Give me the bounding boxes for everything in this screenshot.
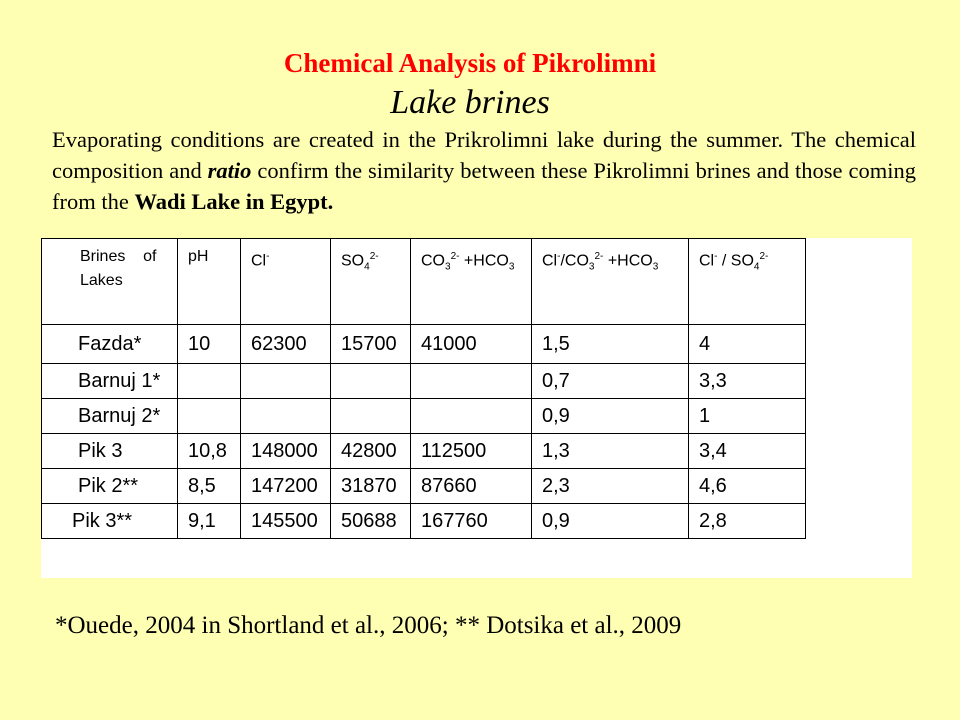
cell-ratio2: 4 — [689, 325, 806, 364]
cell-cl: 145500 — [241, 504, 331, 539]
header-so4 — [331, 239, 411, 325]
header-ratio1-sup: 2- — [594, 251, 604, 262]
header-ratio1-mid: /CO — [560, 252, 589, 270]
header-ratio2-mid: / SO — [717, 252, 754, 270]
cell-ratio1: 1,3 — [532, 434, 689, 469]
header-cl-label: Cl — [251, 252, 267, 270]
header-co3-rest: +HCO — [459, 252, 509, 270]
cell-lake: Barnuj 2* — [42, 399, 178, 434]
cell-co3 — [411, 364, 532, 399]
cell-ratio1: 0,7 — [532, 364, 689, 399]
cell-lake: Barnuj 1* — [42, 364, 178, 399]
header-co3-hco3 — [411, 239, 532, 325]
cell-ratio2: 2,8 — [689, 504, 806, 539]
cell-co3 — [411, 399, 532, 434]
cell-ratio1: 0,9 — [532, 399, 689, 434]
table-row — [42, 434, 806, 469]
header-ratio2-cl-sup: - — [714, 251, 718, 262]
table-row — [42, 504, 806, 539]
cell-ratio1: 0,9 — [532, 504, 689, 539]
paragraph-bold: Wadi Lake in Egypt. — [134, 189, 334, 214]
references-footnote: *Ouede, 2004 in Shortland et al., 2006; ** Dotsika et al., 2009 — [55, 612, 682, 639]
header-ratio2-sub: 4 — [753, 261, 760, 273]
cell-so4: 15700 — [331, 325, 411, 364]
cell-so4 — [331, 399, 411, 434]
cell-ratio2: 1 — [689, 399, 806, 434]
cell-co3: 87660 — [411, 469, 532, 504]
table-row — [42, 364, 806, 399]
header-co3-sub2: 3 — [508, 261, 515, 273]
cell-ratio1: 2,3 — [532, 469, 689, 504]
cell-so4: 50688 — [331, 504, 411, 539]
header-co3-sub: 3 — [445, 261, 451, 273]
cell-ratio2: 3,4 — [689, 434, 806, 469]
cell-cl: 147200 — [241, 469, 331, 504]
cell-lake: Fazda* — [42, 325, 178, 364]
header-lakes — [42, 239, 178, 325]
header-cl-sup: - — [266, 251, 270, 262]
cell-ratio2: 4,6 — [689, 469, 806, 504]
header-so4-label: SO — [341, 252, 365, 270]
cell-co3: 41000 — [411, 325, 532, 364]
slide-subtitle: Lake brines — [390, 84, 550, 121]
paragraph-text-2: confirm the similarity between these Pikrolimni brines and those coming from the — [52, 158, 916, 214]
table-row — [42, 469, 806, 504]
cell-ph: 9,1 — [178, 504, 241, 539]
cell-cl — [241, 364, 331, 399]
cell-lake: Pik 3** — [42, 504, 178, 539]
header-ratio1-cl: Cl — [542, 252, 558, 270]
header-so4-sup: 2- — [369, 251, 379, 262]
table-panel — [41, 238, 912, 578]
cell-cl — [241, 399, 331, 434]
intro-paragraph — [52, 124, 916, 217]
header-ratio1-sub2: 3 — [652, 261, 659, 273]
brine-analysis-table — [41, 238, 806, 539]
cell-so4 — [331, 364, 411, 399]
header-ratio2-sup: 2- — [759, 251, 769, 262]
cell-ratio2: 3,3 — [689, 364, 806, 399]
header-ratio1-rest: +HCO — [603, 252, 653, 270]
table-row — [42, 325, 806, 364]
cell-ph: 10,8 — [178, 434, 241, 469]
header-ph — [178, 239, 241, 325]
table-header-row — [42, 239, 806, 325]
header-ratio1-cl-sup: - — [557, 251, 561, 262]
header-ph-label: pH — [188, 248, 209, 265]
cell-ph — [178, 399, 241, 434]
cell-ph — [178, 364, 241, 399]
header-co3-sup: 2- — [450, 251, 460, 262]
cell-co3: 167760 — [411, 504, 532, 539]
cell-lake: Pik 2** — [42, 469, 178, 504]
cell-ratio1: 1,5 — [532, 325, 689, 364]
header-cl — [241, 239, 331, 325]
header-co3-label: CO — [421, 252, 445, 270]
paragraph-emphasis: ratio — [207, 158, 252, 183]
paragraph-text-1: Evaporating conditions are created in the Prikrolimni lake during the summer. The chemical composition and — [52, 127, 916, 183]
cell-ph: 10 — [178, 325, 241, 364]
header-ratio2-cl: Cl — [699, 252, 715, 270]
header-ratio-cl-co3 — [532, 239, 689, 325]
cell-cl: 62300 — [241, 325, 331, 364]
header-lakes-line1: Brines of — [80, 248, 157, 265]
cell-lake: Pik 3 — [42, 434, 178, 469]
header-lakes-line2: Lakes — [80, 272, 123, 289]
header-ratio1-sub: 3 — [588, 261, 595, 273]
table-row — [42, 399, 806, 434]
header-ratio-cl-so4 — [689, 239, 806, 325]
cell-ph: 8,5 — [178, 469, 241, 504]
slide-title: Chemical Analysis of Pikrolimni — [283, 48, 657, 78]
cell-co3: 112500 — [411, 434, 532, 469]
header-so4-sub: 4 — [364, 261, 370, 273]
cell-cl: 148000 — [241, 434, 331, 469]
cell-so4: 42800 — [331, 434, 411, 469]
cell-so4: 31870 — [331, 469, 411, 504]
